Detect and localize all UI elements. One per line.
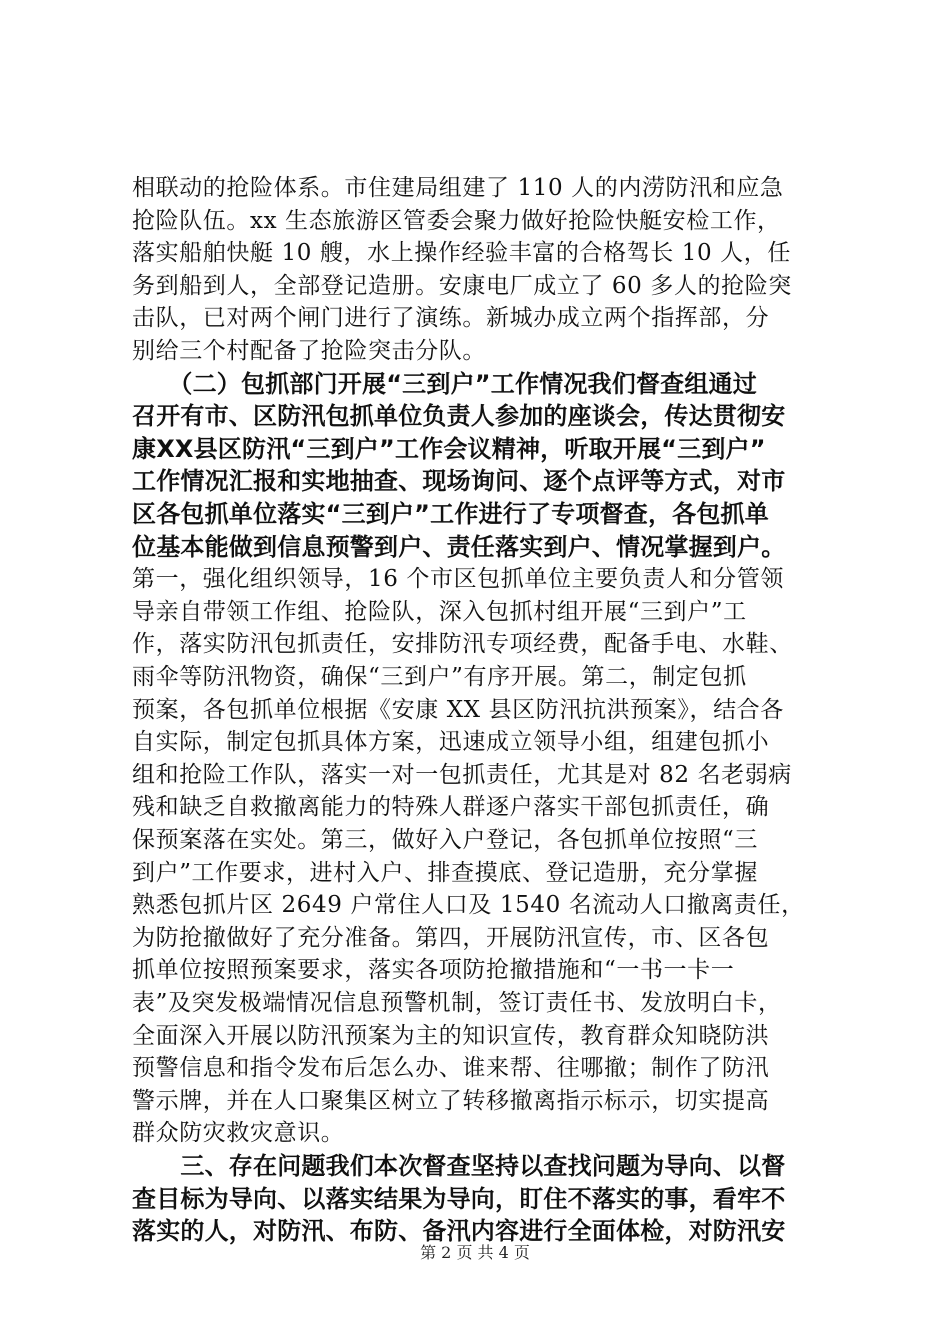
body-text-line: 预警信息和指令发布后怎么办、谁来帮、往哪撤；制作了防汛 — [132, 1055, 770, 1082]
body-text-line: 群众防灾救灾意识。 — [132, 1120, 345, 1147]
heading-paragraph-line: 召开有市、区防汛包抓单位负责人参加的座谈会，传达贯彻安 — [132, 402, 786, 431]
body-text-line: 组和抢险工作队，落实一对一包抓责任，尤其是对 82 名老弱病 — [132, 761, 792, 788]
body-text-line: 为防抢撤做好了充分准备。第四，开展防汛宣传，市、区各包 — [132, 924, 770, 951]
body-text-line: 务到船到人，全部登记造册。安康电厂成立了 60 多人的抢险突 — [132, 272, 792, 299]
body-text-line: 作，落实防汛包抓责任，安排防汛专项经费，配备手电、水鞋、 — [132, 631, 793, 658]
heading-paragraph-line: 区各包抓单位落实“三到户”工作进行了专项督查，各包抓单 — [132, 500, 769, 528]
body-text-line: 保预案落在实处。第三，做好入户登记，各包抓单位按照“三 — [132, 827, 758, 853]
body-text-line: 到户”工作要求，进村入户、排查摸底、登记造册，充分掌握 — [132, 859, 758, 886]
body-text-line: 自实际，制定包抓具体方案，迅速成立领导小组，组建包抓小 — [132, 729, 770, 756]
heading-paragraph-line: 工作情况汇报和实地抽查、现场询问、逐个点评等方式，对市 — [132, 467, 786, 496]
heading-paragraph-line: 三、存在问题我们本次督查坚持以查找问题为导向、以督 — [132, 1152, 786, 1180]
body-text-line: 全面深入开展以防汛预案为主的知识宣传，教育群众知晓防洪 — [132, 1022, 770, 1049]
body-text-line: 预案，各包抓单位根据《安康 XX 县区防汛抗洪预案》，结合各 — [132, 696, 784, 723]
body-text-line: 残和缺乏自救撤离能力的特殊人群逐户落实干部包抓责任，确 — [132, 794, 770, 821]
body-text-line: 击队，已对两个闸门进行了演练。新城办成立两个指挥部，分 — [132, 305, 770, 332]
body-text-line: 别给三个村配备了抢险突击分队。 — [132, 338, 486, 364]
body-text-line: 导亲自带领工作组、抢险队，深入包抓村组开展“三到户”工 — [132, 598, 747, 625]
heading-paragraph-line: 位基本能做到信息预警到户、责任落实到户、情况掌握到户。 — [132, 532, 786, 561]
heading-paragraph-line: 落实的人，对防汛、布防、备汛内容进行全面体检，对防汛安 — [132, 1217, 786, 1246]
heading-paragraph-line: （二）包抓部门开展“三到户”工作情况我们督查组通过 — [132, 369, 757, 398]
heading-paragraph-line: 查目标为导向、以落实结果为导向，盯住不落实的事，看牢不 — [132, 1184, 786, 1213]
body-text-line: 警示牌，并在人口聚集区树立了转移撤离指示标示，切实提高 — [132, 1087, 770, 1114]
body-text-line: 抓单位按照预案要求，落实各项防抢撤措施和“一书一卡一 — [132, 957, 735, 984]
body-text-line: 表”及突发极端情况信息预警机制，签订责任书、发放明白卡， — [132, 990, 782, 1016]
body-text-line: 落实船舶快艇 10 艘，水上操作经验丰富的合格驾长 10 人，任 — [132, 240, 791, 267]
body-text-line: 熟悉包抓片区 2649 户常住人口及 1540 名流动人口撤离责任， — [132, 892, 805, 919]
heading-paragraph-line: 康XX县区防汛“三到户”工作会议精神，听取开展“三到户” — [132, 434, 766, 463]
body-text-line: 抢险队伍。xx 生态旅游区管委会聚力做好抢险快艇安检工作， — [132, 207, 781, 234]
body-text-line: 第一，强化组织领导，16 个市区包抓单位主要负责人和分管领 — [132, 566, 784, 593]
page-footer: 第 2 页 共 4 页 — [420, 1243, 530, 1262]
body-text-line: 雨伞等防汛物资，确保“三到户”有序开展。第二，制定包抓 — [132, 664, 747, 690]
body-text-line: 相联动的抢险体系。市住建局组建了 110 人的内涝防汛和应急 — [132, 175, 784, 201]
